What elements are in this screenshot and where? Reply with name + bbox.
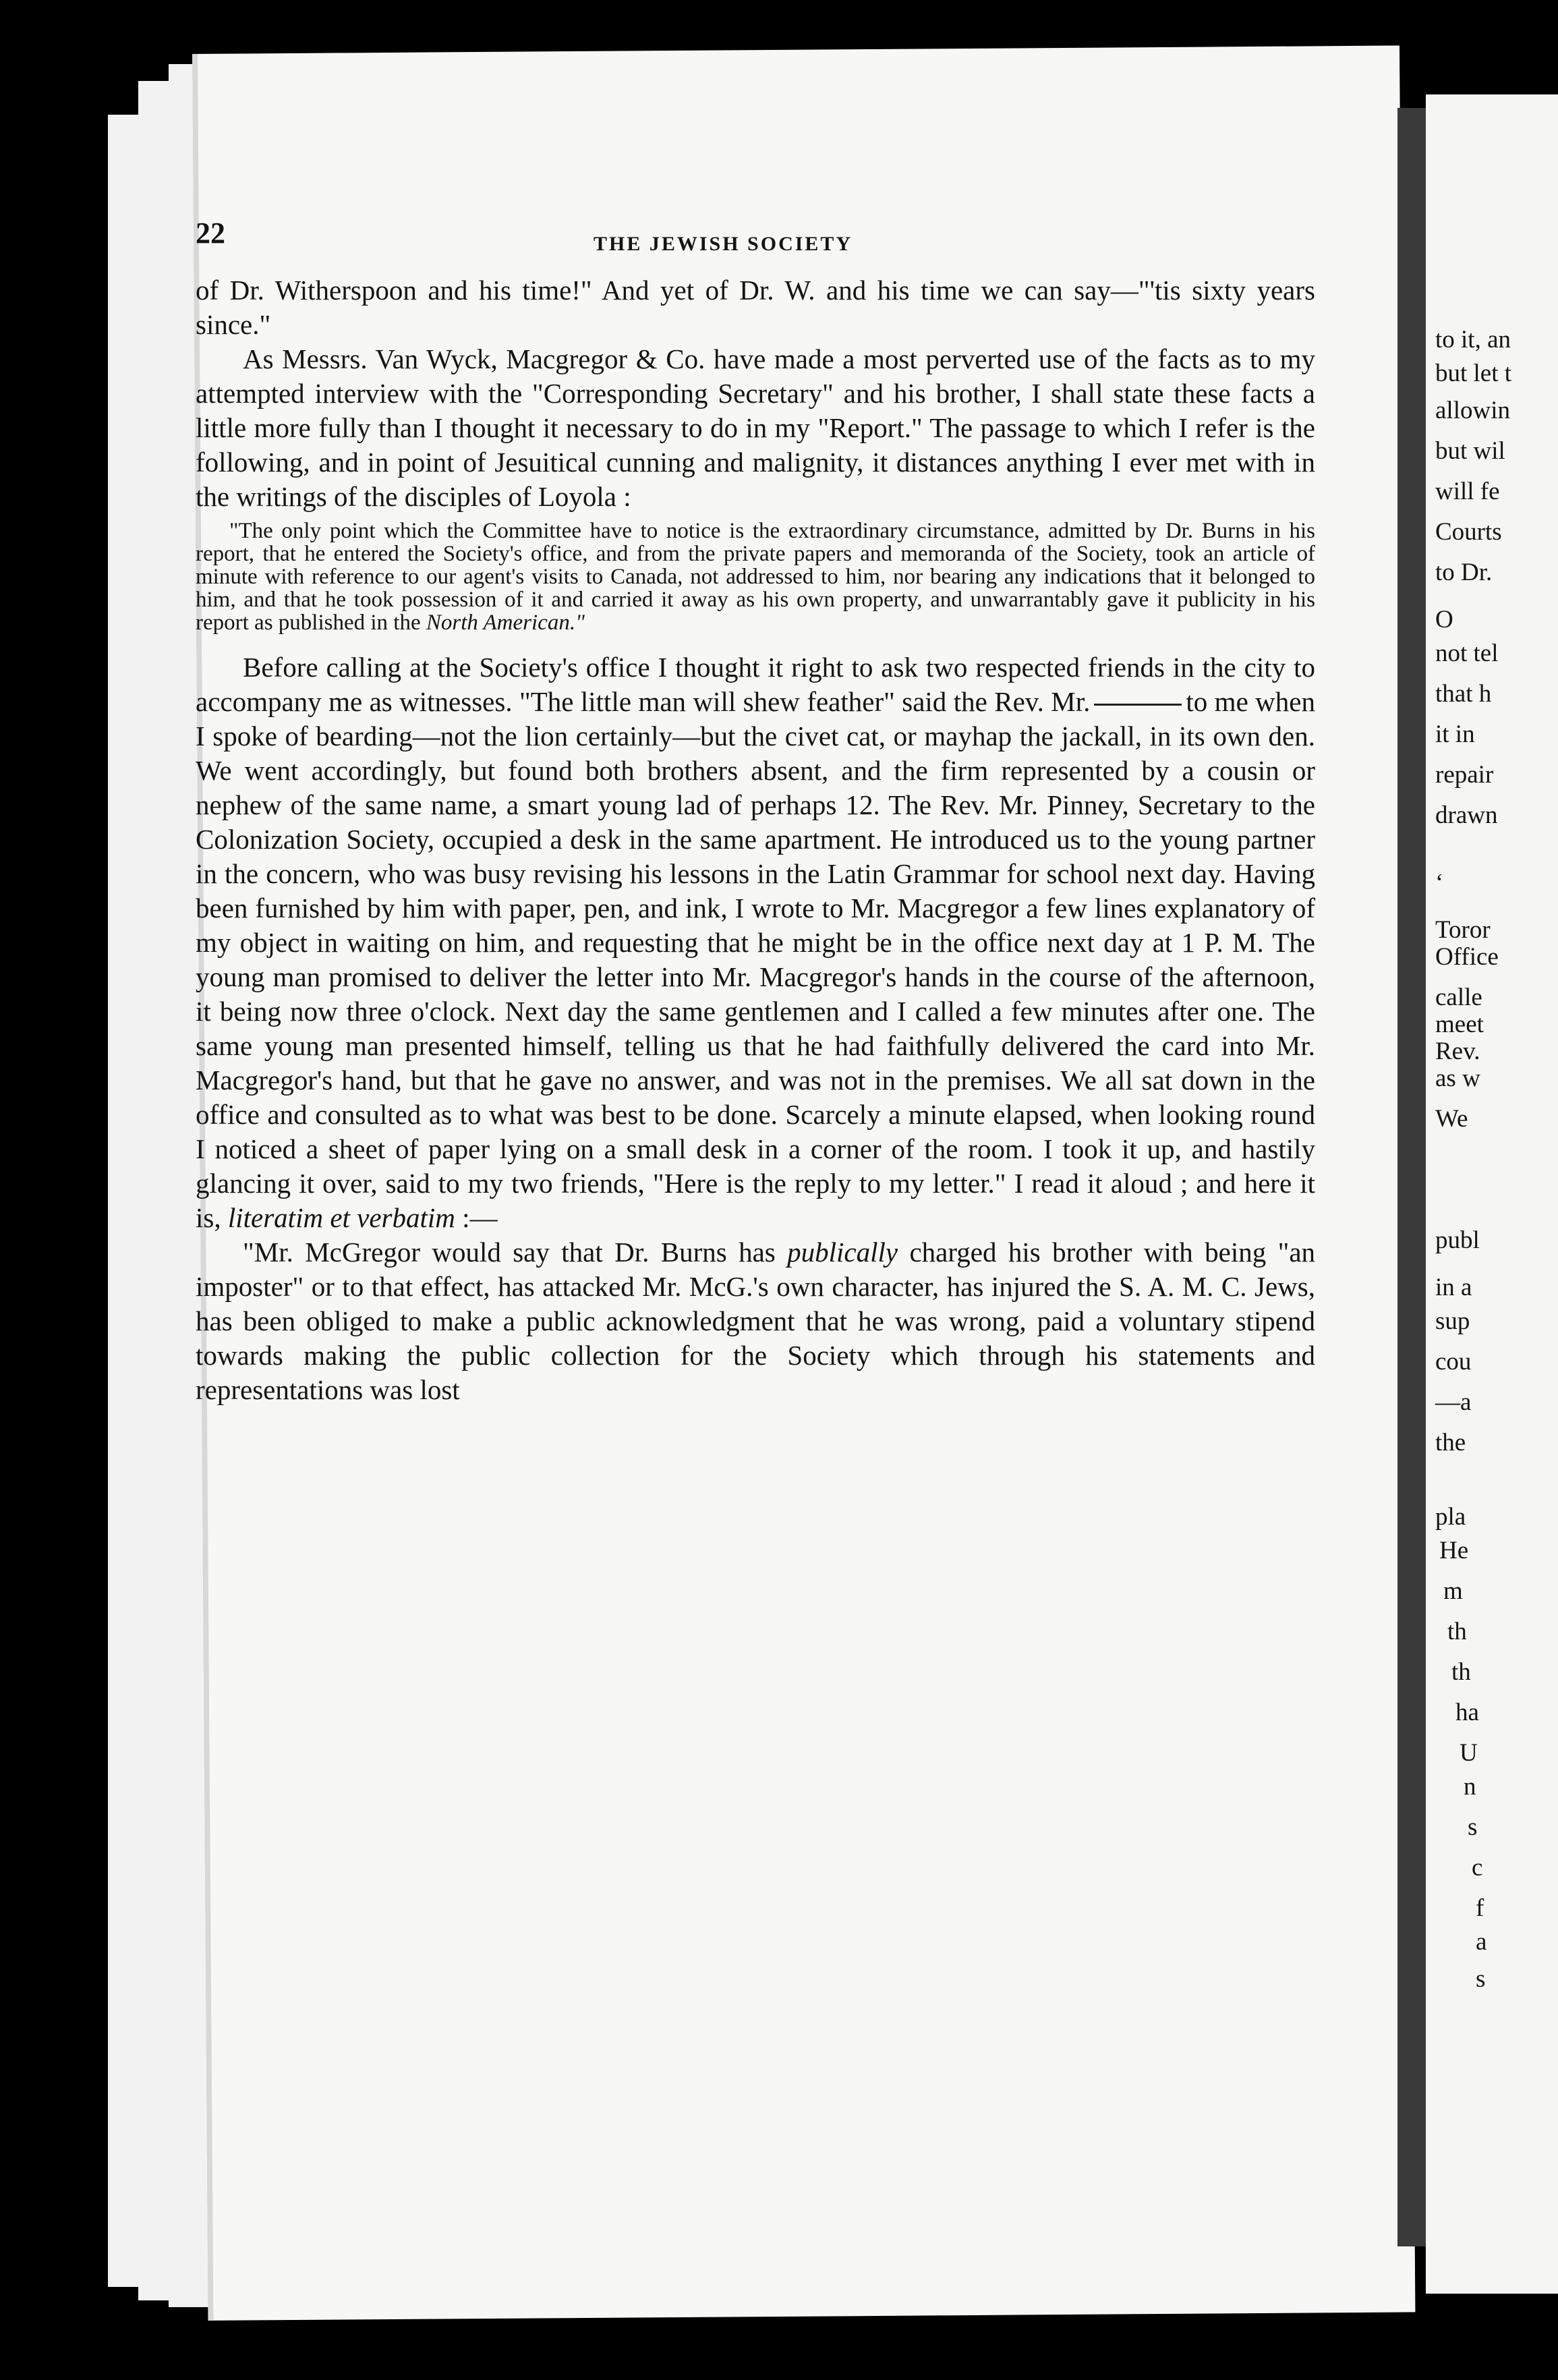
facing-page-fragment: to it, an: [1435, 326, 1511, 353]
facing-page-fragment: th: [1451, 1658, 1471, 1686]
facing-page-fragment: publ: [1435, 1226, 1480, 1254]
paragraph-4: [196, 1235, 1315, 1407]
facing-page-fragment: cou: [1435, 1348, 1472, 1376]
paragraph-4-start: "Mr. McGregor would say that Dr. Burns has: [243, 1237, 776, 1268]
facing-page-fragment: ‘: [1435, 869, 1444, 897]
paragraph-3-end: :—: [462, 1202, 498, 1233]
facing-page-fragment: the: [1435, 1429, 1466, 1456]
paragraph-3-middle: to me when I spoke of bearding—not the lion certainly—but the civet cat, or mayhap the jackall, in its own den. We went accordingly, but found both brothers absent, and the firm represented by a cousin or nephew of the same name, a smart young lad of perhaps 12. The Rev. Mr. Pinney, Secretary to the Colonization Society, occupied a desk in the same apartment. He introduced us to the young partner in the concern, who was busy revising his lessons in the Latin Grammar for school next day. Having been furnished by him with paper, pen, and ink, I wrote to Mr. Macgregor a few lines explanatory of my object in waiting on him, and requesting that he might be in the office next day at 1 P. M. The young man promised to deliver the letter into Mr. Macgregor's hands in the course of the afternoon, it being now three o'clock. Next day the same gentlemen and I called a few minutes after one. The same young man presented himself, telling us that he had faithfully delivered the card into Mr. Macgregor's hand, but that he gave no answer, and was not in the premises. We all sat down in the office and consulted as to what was best to be done. Scarcely a minute elapsed, when looking round I noticed a sheet of paper lying on a small desk in a corner of the room. I took it up, and hastily glancing it over, said to my two friends, "Here is the reply to my letter." I read it aloud ; and here it is,: [196, 686, 1315, 1233]
facing-page-fragment: ha: [1455, 1699, 1479, 1726]
page-number: 22: [196, 217, 225, 250]
facing-page-fragment: not tel: [1435, 640, 1499, 667]
book-gutter: [1397, 108, 1426, 2246]
facing-page: [1426, 94, 1558, 2294]
paragraph-1: of Dr. Witherspoon and his time!" And yet of Dr. W. and his time we can say—"'tis sixty years since.": [196, 275, 1315, 340]
facing-page-fragment: sup: [1435, 1307, 1470, 1335]
facing-page-fragment: Office: [1435, 943, 1499, 971]
facing-page-fragment: —a: [1435, 1388, 1472, 1416]
facing-page-fragment: s: [1468, 1813, 1478, 1841]
facing-page-fragment: We: [1435, 1105, 1468, 1133]
facing-page-fragment: it in: [1435, 720, 1475, 748]
facing-page-fragment: m: [1443, 1577, 1463, 1605]
facing-page-fragment: repair: [1435, 761, 1494, 789]
facing-page-fragment: n: [1464, 1773, 1476, 1801]
facing-page-fragment: He: [1439, 1537, 1469, 1564]
paragraph-2: As Messrs. Van Wyck, Macgregor & Co. have made a most perverted use of the facts as to my attempted interview with the "Corresponding Secretary" and his brother, I shall state these facts a little more fully than I thought it necessary to do in my "Report." The passage to which I refer is the following, and in point of Jesuitical cunning and malignity, it distances anything I ever met with in the writings of the disciples of Loyola :: [196, 343, 1315, 512]
facing-page-fragment: allowin: [1435, 397, 1510, 424]
facing-page-fragment: will fe: [1435, 478, 1500, 505]
name-blank-dash: [1094, 704, 1182, 706]
paragraph-3-start: Before calling at the Society's office I thought it right to ask two respected friends in the city to accompany me as witnesses. "The little man will shew feather" said the Rev. Mr.: [196, 652, 1315, 717]
page-body: [196, 273, 1315, 1407]
facing-page-fragment: Rev.: [1435, 1038, 1480, 1065]
facing-page-fragment: in a: [1435, 1274, 1472, 1301]
facing-page-fragment: O: [1435, 606, 1453, 633]
facing-page-fragment: but let t: [1435, 360, 1512, 387]
quote-italic: North American.": [426, 611, 585, 635]
facing-page-fragment: Toror: [1435, 916, 1491, 944]
facing-page-fragment: a: [1476, 1928, 1487, 1956]
block-quote: [196, 519, 1315, 634]
facing-page-fragment: c: [1472, 1854, 1483, 1881]
facing-page-fragment: drawn: [1435, 801, 1498, 829]
facing-page-fragment: that h: [1435, 680, 1492, 708]
paragraph-3-italic: literatim et verbatim: [227, 1202, 455, 1233]
facing-page-fragment: Courts: [1435, 518, 1502, 546]
facing-page-fragment: as w: [1435, 1065, 1480, 1092]
paragraph-3: [196, 650, 1315, 1235]
facing-page-fragment: th: [1447, 1618, 1467, 1645]
facing-page-fragment: s: [1476, 1965, 1486, 1993]
facing-page-fragment: calle: [1435, 984, 1482, 1011]
paragraph-4-end: charged his brother with being "an imposter" or to that effect, has attacked Mr. McG.'s own character, has injured the S. A. M. C. Jews, has been obliged to make a public acknowledgment that he was wrong, paid a voluntary stipend towards making the public collection for the Society which through his statements and representations was lost: [196, 1237, 1316, 1405]
facing-page-fragment: to Dr.: [1435, 559, 1493, 586]
quote-text: "The only point which the Committee have to notice is the extraordinary circumstance, admitted by Dr. Burns in his report, that he entered the Society's office, and from the private papers and memoranda of the Society, took an article of minute with reference to our agent's visits to Canada, not addressed to him, nor bearing any indications that it belonged to him, and that he took possession of it and carried it away as his own property, and unwarrantably gave it publicity in his report as published in the: [196, 519, 1315, 635]
facing-page-fragment: f: [1476, 1894, 1484, 1922]
facing-page-fragment: pla: [1435, 1503, 1466, 1531]
facing-page-fragment: meet: [1435, 1011, 1484, 1038]
paragraph-4-italic: publically: [787, 1237, 898, 1268]
running-head: THE JEWISH SOCIETY: [594, 233, 853, 255]
facing-page-fragment: but wil: [1435, 437, 1505, 465]
facing-page-fragment: U: [1460, 1739, 1478, 1767]
